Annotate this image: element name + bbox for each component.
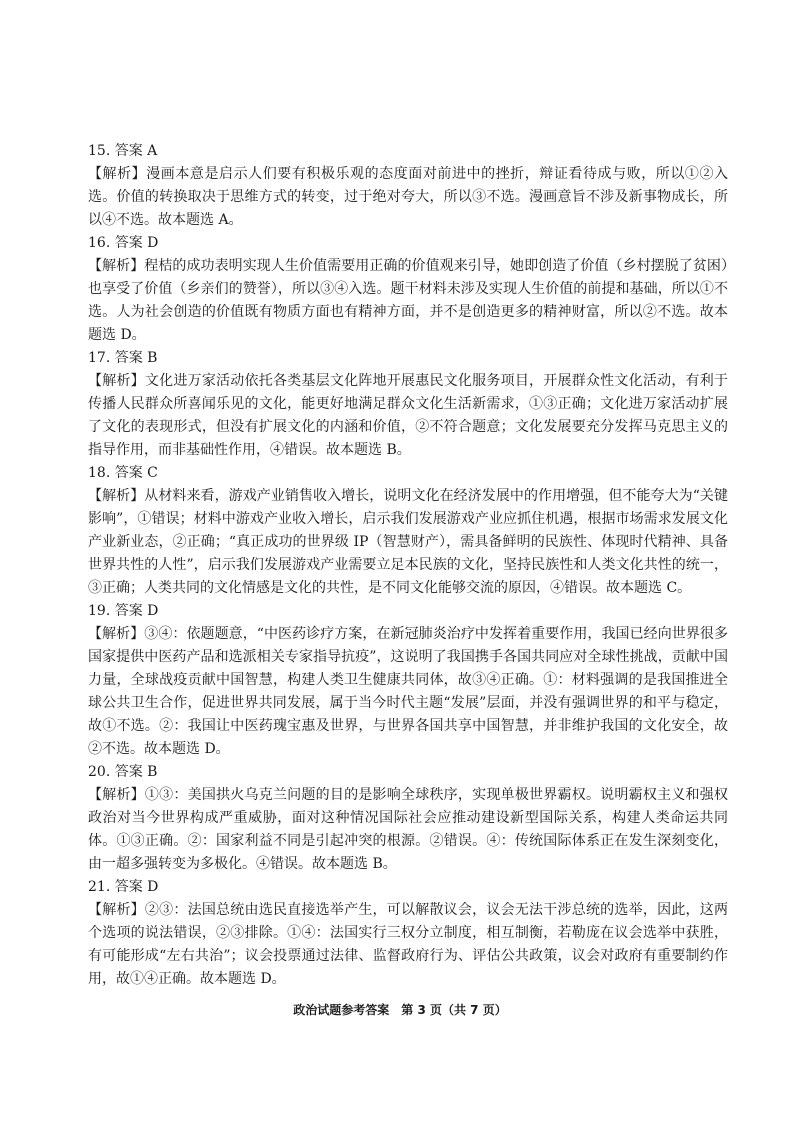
question-17 bbox=[88, 347, 728, 462]
analysis-text: 【解析】③④：依题题意，“中医药诊疗方案，在新冠肺炎治疗中发挥着重要作用，我国已经向世界很多国家提供中医药产品和选派相关专家指导抗疫”，这说明了我国携手各国共同应对全球性挑战，贡献中国力量，全球战疫贡献中国智慧，构建人类卫生健康共同体，故③④正确。①：材料强调的是我国推进全球公共卫生合作，促进世界共同发展，属于当今时代主题“发展”层面，并没有强调世界的和平与稳定，故①不选。②：我国让中医药瑰宝惠及世界，与世界各国共享中国智慧，并非维护我国的文化安全，故②不选。故本题选 D。 bbox=[88, 626, 728, 757]
analysis-text: 【解析】①③：美国拱火乌克兰问题的目的是影响全球秩序，实现单极世界霸权。说明霸权主义和强权政治对当今世界构成严重威胁，面对这种情况国际社会应推动建设新型国际关系，构建人类命运共同体。①③正确。②：国家利益不同是引起冲突的根源。②错误。④：传统国际体系正在发生深刻变化，由一超多强转变为多极化。④错误。故本题选 B。 bbox=[88, 787, 728, 872]
question-21 bbox=[88, 876, 728, 991]
analysis-text: 【解析】漫画本意是启示人们要有积极乐观的态度面对前进中的挫折，辩证看待成与败，所以①②入选。价值的转换取决于思维方式的转变，过于绝对夸大，所以③不选。漫画意旨不涉及新事物成长，所以④不选。故本题选 A。 bbox=[88, 166, 728, 228]
question-18 bbox=[88, 462, 728, 600]
question-20 bbox=[88, 761, 728, 876]
answer-line: 16. 答案 D bbox=[88, 235, 159, 251]
analysis-text: 【解析】②③：法国总统由选民直接选举产生，可以解散议会，议会无法干涉总统的选举，因此，这两个选项的说法错误，②③排除。①④：法国实行三权分立制度，相互制衡，若勒庞在议会选举中获胜，有可能形成“左右共治”；议会投票通过法律、监督政府行为、评估公共政策，议会对政府有重要制约作用，故①④正确。故本题选 D。 bbox=[88, 902, 728, 987]
question-16 bbox=[88, 232, 728, 347]
page-footer: 政治试题参考答案 第 3 页（共 7 页） bbox=[293, 1003, 507, 1017]
answer-line: 18. 答案 C bbox=[88, 465, 158, 481]
question-15 bbox=[88, 140, 728, 232]
analysis-text: 【解析】程桔的成功表明实现人生价值需要用正确的价值观来引导，她即创造了价值（乡村摆脱了贫困）也享受了价值（乡亲们的赞誉），所以③④入选。题干材料未涉及实现人生价值的前提和基础，所以①不选。人为社会创造的价值既有物质方面也有精神方面，并不是创造更多的精神财富，所以②不选。故本题选 D。 bbox=[88, 258, 728, 343]
answer-line: 15. 答案 A bbox=[88, 143, 158, 159]
answer-line: 20. 答案 B bbox=[88, 764, 158, 780]
answer-key-content bbox=[88, 140, 728, 991]
analysis-text: 【解析】从材料来看，游戏产业销售收入增长，说明文化在经济发展中的作用增强，但不能夸大为“关键影响”，①错误；材料中游戏产业收入增长，启示我们发展游戏产业应抓住机遇，根据市场需求发展文化产业新业态，②正确；“真正成功的世界级 IP（智慧财产），需具备鲜明的民族性、体现时代精神、具备世界共性的人性”，启示我们发展游戏产业需要立足本民族的文化，坚持民族性和人类文化共性的统一，③正确；人类共同的文化情感是文化的共性，是不同文化能够交流的原因，④错误。故本题选 C。 bbox=[88, 488, 728, 596]
answer-line: 19. 答案 D bbox=[88, 603, 159, 619]
answer-line: 21. 答案 D bbox=[88, 879, 159, 895]
question-19 bbox=[88, 600, 728, 761]
analysis-text: 【解析】文化进万家活动依托各类基层文化阵地开展惠民文化服务项目，开展群众性文化活动，有利于传播人民群众所喜闻乐见的文化，能更好地满足群众文化生活新需求，①③正确；文化进万家活动扩展了文化的表现形式，但没有扩展文化的内涵和价值，②不符合题意；文化发展要充分发挥马克思主义的指导作用，而非基础性作用，④错误。故本题选 B。 bbox=[88, 373, 728, 458]
answer-line: 17. 答案 B bbox=[88, 350, 158, 366]
